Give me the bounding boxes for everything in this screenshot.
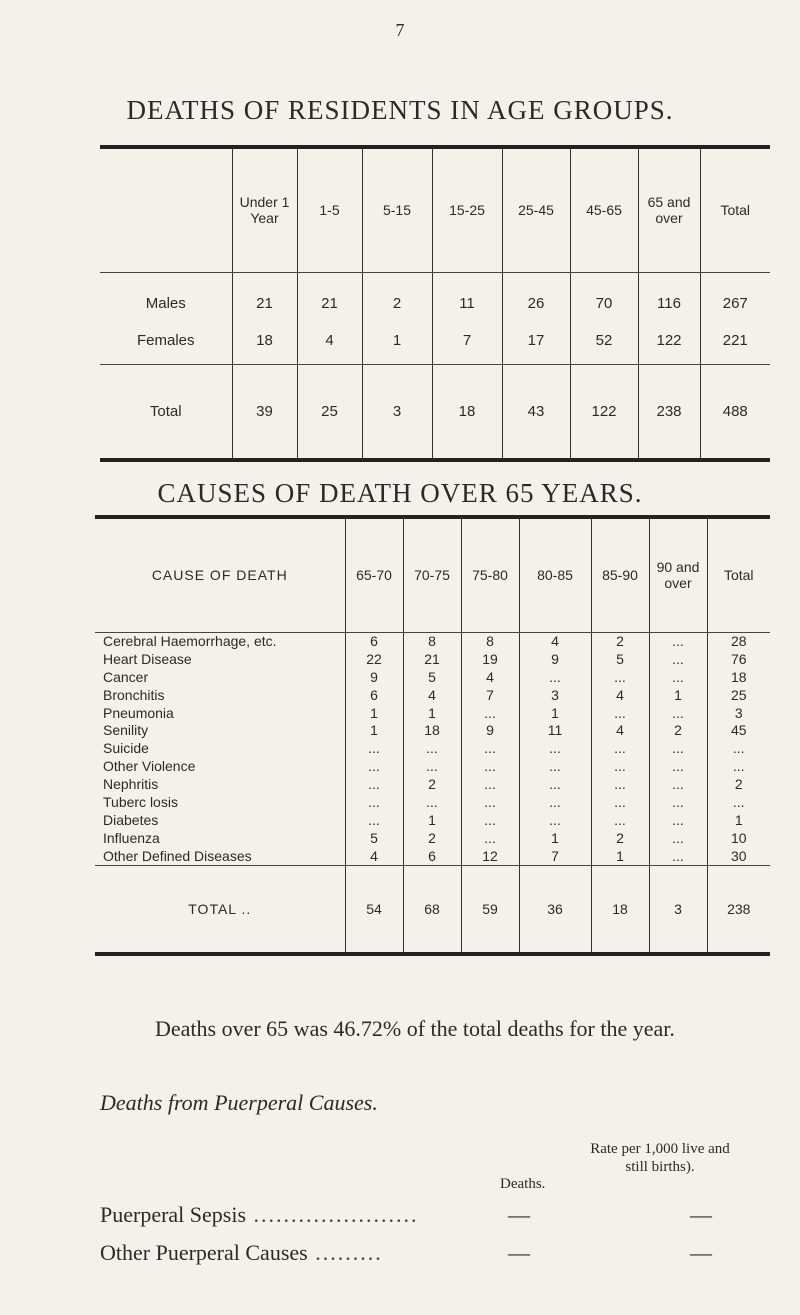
cell: ... [649,704,707,722]
row-label: TOTAL .. [95,866,345,954]
cell: 5 [345,829,403,847]
cell: ... [591,758,649,776]
row-label: Puerperal Sepsis [100,1202,247,1227]
rate-column-heading: Rate per 1,000 live and still births). [590,1141,730,1175]
cell: 1 [345,722,403,740]
table-row [95,686,770,704]
cell: 1 [403,704,461,722]
table-row-total [100,364,770,460]
cell: 7 [432,318,502,364]
cell: 9 [461,722,519,740]
cell: ... [649,776,707,794]
cell: 1 [519,704,591,722]
cell: 25 [297,364,362,460]
cell: 59 [461,866,519,954]
cell: ... [707,794,770,812]
cell: 28 [707,632,770,650]
causes-header-75-80: 75-80 [461,517,519,632]
cell: 21 [403,650,461,668]
row-label: Diabetes [103,811,159,828]
cell: 21 [232,272,297,318]
cell: 36 [519,866,591,954]
causes-header-70-75: 70-75 [403,517,461,632]
cell: 238 [638,364,700,460]
row-label: Pneumonia [103,704,174,721]
cell: 76 [707,650,770,668]
cell: 12 [461,847,519,865]
age-header-under1: Under 1 Year [232,147,297,272]
cell: 18 [591,866,649,954]
cell: 4 [591,686,649,704]
cell: 488 [700,364,770,460]
cell: ... [519,811,591,829]
puerperal-row-other [100,1240,712,1266]
cell: 19 [461,650,519,668]
cell: 1 [403,811,461,829]
cell: 18 [403,722,461,740]
row-label: Cancer [103,668,149,685]
age-groups-table [100,145,770,462]
cell: ... [707,740,770,758]
cell: 2 [649,722,707,740]
cell: 45 [707,722,770,740]
cell: 1 [362,318,432,364]
cell: ... [591,776,649,794]
table-row [95,758,770,776]
dot-leader: ......... [307,1240,383,1265]
table-row-females [100,318,770,364]
cell: 2 [403,829,461,847]
cell: 8 [461,632,519,650]
cell: ... [519,794,591,812]
row-label: Nephritis [103,776,159,793]
cell: ... [461,811,519,829]
row-label: Suicide [103,740,149,757]
table-row [95,668,770,686]
row-label: Other Violence [103,758,196,775]
cell: 122 [638,318,700,364]
cell: 2 [591,632,649,650]
cell: 8 [403,632,461,650]
row-label: Tuberc losis [103,793,178,810]
cell: ... [345,794,403,812]
row-label: Total [100,364,232,460]
cell: ... [403,740,461,758]
cell: 18 [232,318,297,364]
cell: 221 [700,318,770,364]
cell: ... [591,794,649,812]
cell: 7 [519,847,591,865]
cell: ... [461,704,519,722]
cell: ... [591,668,649,686]
cell: 4 [403,686,461,704]
causes-title: CAUSES OF DEATH OVER 65 YEARS. [157,478,643,508]
table-row [95,704,770,722]
table-row [95,632,770,650]
cell: ... [345,811,403,829]
cell: 11 [432,272,502,318]
cell: ... [591,704,649,722]
row-label: Other Defined Diseases [103,847,252,864]
cell: 1 [519,829,591,847]
causes-header-row [95,517,770,632]
rate-value: — [690,1240,712,1265]
cell: 4 [519,632,591,650]
age-header-total: Total [700,147,770,272]
cell: ... [649,847,707,865]
dot-leader: ...................... [246,1202,419,1227]
cell: 18 [707,668,770,686]
row-label: Senility [103,722,149,739]
table-row [95,650,770,668]
cell: 1 [649,686,707,704]
cell: 10 [707,829,770,847]
table-row [95,794,770,812]
cell: 17 [502,318,570,364]
cell: ... [519,758,591,776]
cell: 4 [461,668,519,686]
deaths-value: — [508,1240,530,1265]
causes-header-90-over: 90 and over [649,517,707,632]
summary-paragraph: Deaths over 65 was 46.72% of the total deaths for the year. [155,1016,675,1041]
table-row [95,811,770,829]
cell: 3 [362,364,432,460]
age-header-45-65: 45-65 [570,147,638,272]
cell: 2 [362,272,432,318]
cell: ... [461,758,519,776]
puerperal-title: Deaths from Puerperal Causes. [100,1090,378,1115]
cell: 116 [638,272,700,318]
table-row [95,829,770,847]
cell: ... [649,794,707,812]
cell: 267 [700,272,770,318]
age-header-15-25: 15-25 [432,147,502,272]
cell: ... [707,758,770,776]
cell: ... [345,740,403,758]
deaths-value: — [508,1202,530,1227]
puerperal-row-sepsis [100,1202,712,1228]
cell: 6 [345,686,403,704]
cell: 70 [570,272,638,318]
age-header-1-5: 1-5 [297,147,362,272]
row-label: Heart Disease [103,650,192,667]
cell: 3 [649,866,707,954]
cell: ... [649,758,707,776]
table-row-males [100,272,770,318]
cell: 43 [502,364,570,460]
cell: ... [461,829,519,847]
cell: 22 [345,650,403,668]
causes-total-row [95,866,770,954]
row-label: Cerebral Haemorrhage, etc. [103,632,277,649]
cell: 5 [403,668,461,686]
table-row [95,722,770,740]
cell: ... [591,811,649,829]
cell: 122 [570,364,638,460]
cell: ... [649,668,707,686]
row-label: Other Puerperal Causes [100,1240,308,1265]
cell: 7 [461,686,519,704]
age-header-25-45: 25-45 [502,147,570,272]
cell: ... [649,811,707,829]
cell: 11 [519,722,591,740]
cell: 9 [519,650,591,668]
cell: 2 [591,829,649,847]
cell: ... [403,794,461,812]
age-table-header-row [100,147,770,272]
cell: ... [461,740,519,758]
row-label: Influenza [103,829,160,846]
cell: 54 [345,866,403,954]
age-header-5-15: 5-15 [362,147,432,272]
cell: 21 [297,272,362,318]
cell: 6 [345,632,403,650]
cell: 25 [707,686,770,704]
row-label: Bronchitis [103,686,165,703]
cell: 2 [403,776,461,794]
cell: ... [519,776,591,794]
causes-header-85-90: 85-90 [591,517,649,632]
cell: 26 [502,272,570,318]
age-header-blank [100,147,232,272]
cell: 1 [591,847,649,865]
cell: 4 [591,722,649,740]
causes-header-total: Total [707,517,770,632]
cell: 9 [345,668,403,686]
cell: 18 [432,364,502,460]
cell: 5 [591,650,649,668]
cell: ... [403,758,461,776]
cell: 238 [707,866,770,954]
deaths-column-heading: Deaths. [500,1176,546,1192]
cell: ... [649,829,707,847]
cell: 68 [403,866,461,954]
cell: 4 [345,847,403,865]
cell: 52 [570,318,638,364]
cell: 3 [707,704,770,722]
cell: ... [519,740,591,758]
table-row [95,847,770,865]
cell: ... [461,776,519,794]
cell: ... [649,650,707,668]
cell: 1 [707,811,770,829]
causes-header-65-70: 65-70 [345,517,403,632]
causes-header-cause: CAUSE OF DEATH [95,517,345,632]
cell: 30 [707,847,770,865]
rate-value: — [690,1202,712,1227]
cell: ... [461,794,519,812]
cell: 4 [297,318,362,364]
page-number: 7 [395,20,405,40]
cell: ... [519,668,591,686]
cell: ... [591,740,649,758]
cell: ... [649,740,707,758]
cell: ... [345,776,403,794]
table-row [95,776,770,794]
age-groups-title: DEATHS OF RESIDENTS IN AGE GROUPS. [126,95,674,125]
table-row [95,740,770,758]
row-label: Females [136,332,195,350]
causes-table [95,515,770,956]
cell: 2 [707,776,770,794]
row-label: Males [145,295,186,312]
cell: ... [345,758,403,776]
cell: 3 [519,686,591,704]
cell: 1 [345,704,403,722]
cell: ... [649,632,707,650]
age-header-65-over: 65 and over [638,147,700,272]
causes-header-80-85: 80-85 [519,517,591,632]
cell: 6 [403,847,461,865]
cell: 39 [232,364,297,460]
